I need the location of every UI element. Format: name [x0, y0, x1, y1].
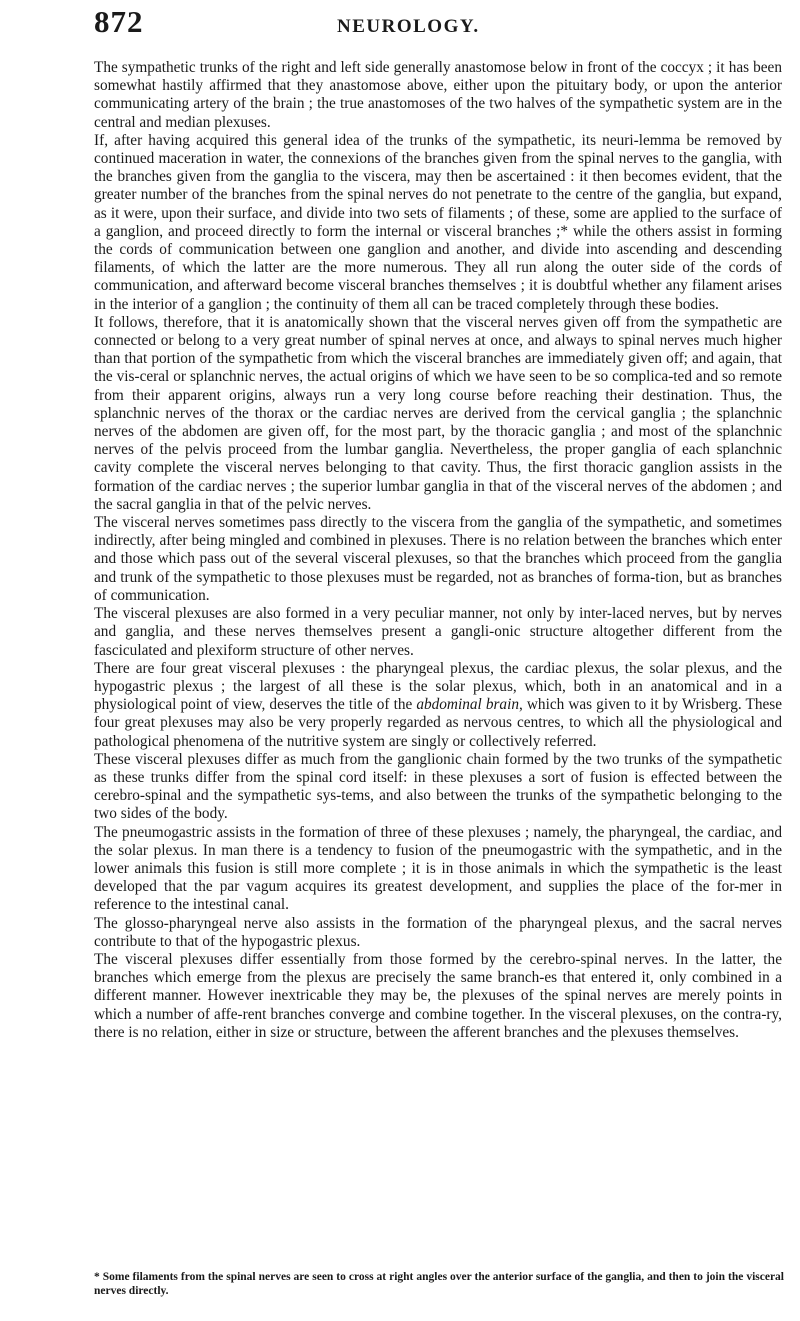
page-number: 872 — [94, 4, 144, 39]
page-header — [94, 4, 784, 44]
paragraph: If, after having acquired this general idea of the trunks of the sympathetic, its neuri-lemma be removed by continued maceration in water, the connexions of the branches given from the spinal nerves to the ganglia, with the branches given from the ganglia to the viscera, may then be ascertained : it then becomes evident, that the greater number of the branches from the spinal nerves do not penetrate to the centre of the ganglia, but expand, as it were, upon their surface, and divide into two sets of filaments ; of these, some are applied to the surface of a ganglion, and proceed directly to form the internal or visceral branches ;* while the others assist in forming the cords of communication between one ganglion and another, and divide into ascending and descending filaments, of which the latter are the more numerous. They all run along the outer side of the cords of communication, and afterward become visceral branches themselves ; it is doubtful whether any filament arises in the interior of a ganglion ; the continuity of them all can be traced completely through these bodies. — [94, 131, 782, 313]
paragraph: These visceral plexuses differ as much from the ganglionic chain formed by the two trunks of the sympathetic as these trunks differ from the spinal cord itself: in these plexuses a sort of fusion is effected between the cerebro-spinal and the sympathetic sys-tems, and also between the trunks of the sympathetic belonging to the two sides of the body. — [94, 750, 782, 823]
italic-phrase: abdominal brain — [416, 696, 519, 714]
paragraph: There are four great visceral plexuses : the pharyngeal plexus, the cardiac plexus, the solar plexus, and the hypogastric plexus ; the largest of all these is the solar plexus, which, both in an anatomical and in a physiological point of view, deserves the title of the abdominal brain, which was given to it by Wrisberg. These four great plexuses may also be very properly regarded as nervous centres, to which all the physiological and pathological phenomena of the nutritive system are singly or collectively referred. — [94, 659, 782, 750]
footnote: * Some filaments from the spinal nerves are seen to cross at right angles over the anterior surface of the ganglia, and then to join the visceral nerves directly. — [94, 1271, 784, 1297]
paragraph: It follows, therefore, that it is anatomically shown that the visceral nerves given off from the sympathetic are connected or belong to a very great number of spinal nerves at once, and always to spinal nerves much higher than that portion of the sympathetic from which the visceral branches are immediately given off; and again, that the vis-ceral or splanchnic nerves, the actual origins of which we have seen to be so complica-ted and so remote from their apparent origins, always run a very long course before reaching their destination. Thus, the splanchnic nerves of the thorax or the cardiac nerves are derived from the cervical ganglia ; the splanchnic nerves of the abdomen are given off, for the most part, by the thoracic ganglia ; and most of the splanchnic nerves of the pelvis proceed from the lumbar ganglia. Nevertheless, the proper ganglia of each splanchnic cavity complete the visceral nerves belonging to that cavity. Thus, the first thoracic ganglion assists in the formation of the cardiac nerves ; the superior lumbar ganglia in that of the visceral nerves of the abdomen ; and the sacral ganglia in that of the pelvic nerves. — [94, 313, 782, 513]
paragraph: The visceral nerves sometimes pass directly to the viscera from the ganglia of the sympathetic, and sometimes indirectly, after being mingled and combined in plexuses. There is no relation between the branches which enter and those which pass out of the several visceral plexuses, so that the branches which proceed from the ganglia and trunk of the sympathetic to those plexuses must be regarded, not as branches of forma-tion, but as branches of communication. — [94, 514, 782, 604]
paragraph: The glosso-pharyngeal nerve also assists in the formation of the pharyngeal plexus, and the sacral nerves contribute to that of the hypogastric plexus. — [94, 914, 782, 950]
paragraph: The pneumogastric assists in the formation of three of these plexuses ; namely, the pharyngeal, the cardiac, and the solar plexus. In man there is a tendency to fusion of the pneumogastric with the sympathetic, and in the lower animals this fusion is still more complete ; it is in those animals in which the sympathetic is the least developed that the par vagum acquires its greatest development, and supplies the place of the for-mer in reference to the intestinal canal. — [94, 823, 782, 914]
body-text — [94, 59, 782, 1042]
paragraph: The visceral plexuses are also formed in a very peculiar manner, not only by inter-laced nerves, but by nerves and ganglia, and these nerves themselves present a gangli-onic structure altogether different from the fasciculated and plexiform structure of other nerves. — [94, 605, 782, 659]
running-head: NEUROLOGY. — [337, 16, 480, 37]
paragraph: The sympathetic trunks of the right and left side generally anastomose below in front of the coccyx ; it has been somewhat hastily affirmed that they anastomose above, either upon the pituitary body, or upon the anterior communicating artery of the brain ; the true anastomoses of the two halves of the sympathetic system are in the central and median plexuses. — [94, 59, 782, 131]
paragraph: The visceral plexuses differ essentially from those formed by the cerebro-spinal nerves. In the latter, the branches which emerge from the plexus are precisely the same branch-es that entered it, only combined in a different manner. However inextricable they may be, the plexuses of the spinal nerves are merely points in which a number of affe-rent branches converge and combine together. In the visceral plexuses, on the contra-ry, there is no relation, either in size or structure, between the afferent branches and the plexuses themselves. — [94, 950, 782, 1041]
